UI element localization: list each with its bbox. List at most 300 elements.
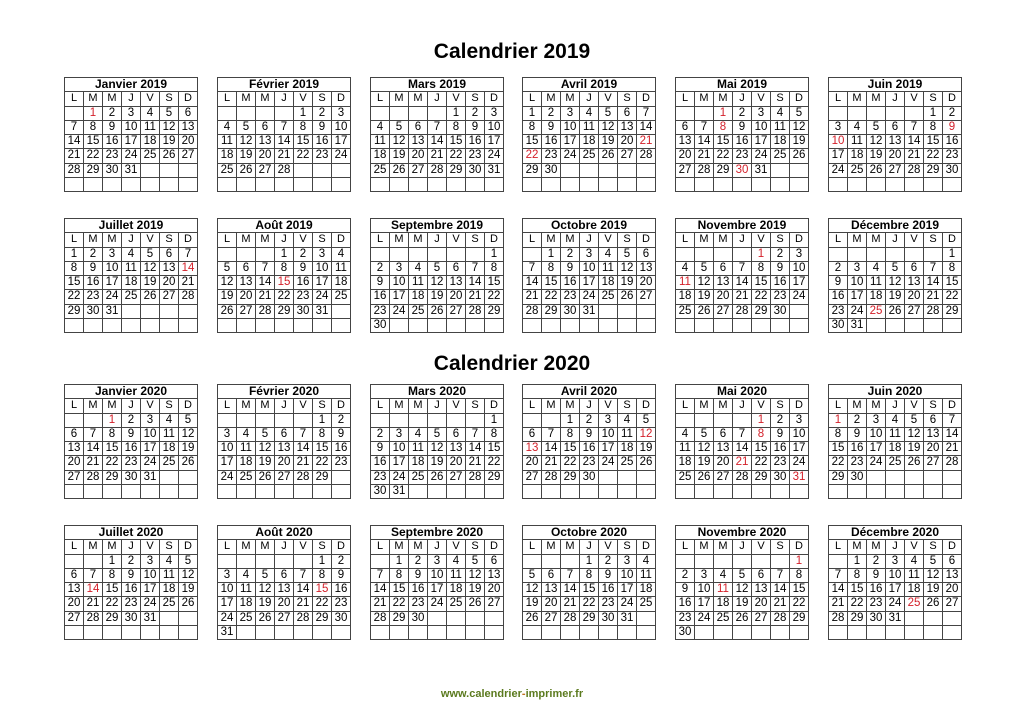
- weekday-header: S: [771, 399, 790, 413]
- empty-cell: [294, 178, 313, 192]
- day-cell: 22: [523, 149, 542, 163]
- weekday-header: V: [294, 399, 313, 413]
- empty-cell: [275, 106, 294, 120]
- month-calendar: [217, 77, 351, 192]
- empty-cell: [733, 319, 752, 333]
- weekday-header: D: [485, 233, 504, 247]
- day-cell: 5: [141, 247, 160, 261]
- day-cell: 19: [637, 442, 656, 456]
- empty-cell: [771, 485, 790, 499]
- day-cell: 5: [637, 413, 656, 427]
- day-cell: 2: [122, 413, 141, 427]
- empty-cell: [943, 611, 962, 625]
- day-cell: 8: [84, 120, 103, 134]
- day-cell: 4: [409, 427, 428, 441]
- month-name: Juin 2020: [829, 385, 962, 399]
- day-cell: 29: [447, 163, 466, 177]
- day-cell: 26: [867, 163, 886, 177]
- day-cell: 8: [943, 261, 962, 275]
- footer-url[interactable]: [0, 688, 1024, 700]
- day-cell: 29: [542, 304, 561, 318]
- day-cell: 15: [752, 442, 771, 456]
- empty-cell: [447, 611, 466, 625]
- empty-cell: [695, 319, 714, 333]
- month-name: Juin 2019: [829, 78, 962, 92]
- day-cell: 20: [485, 583, 504, 597]
- day-cell: 26: [924, 597, 943, 611]
- weekday-header: D: [485, 399, 504, 413]
- empty-cell: [695, 247, 714, 261]
- day-cell: 8: [790, 568, 809, 582]
- day-cell: 5: [790, 106, 809, 120]
- weekday-header: M: [867, 92, 886, 106]
- month-name: Mars 2020: [371, 385, 504, 399]
- weekday-header: S: [466, 92, 485, 106]
- day-cell: 27: [523, 470, 542, 484]
- day-cell: 6: [179, 106, 198, 120]
- day-cell: 22: [790, 597, 809, 611]
- empty-cell: [790, 178, 809, 192]
- day-cell: 25: [886, 456, 905, 470]
- day-cell: 8: [848, 568, 867, 582]
- day-cell: 22: [390, 597, 409, 611]
- day-cell: 13: [65, 583, 84, 597]
- day-cell: 24: [122, 149, 141, 163]
- day-cell: 27: [618, 149, 637, 163]
- day-cell: 31: [580, 304, 599, 318]
- day-cell: 5: [256, 427, 275, 441]
- day-cell: 3: [103, 247, 122, 261]
- weekday-header: M: [84, 399, 103, 413]
- weekday-header: S: [466, 540, 485, 554]
- empty-cell: [466, 413, 485, 427]
- day-cell: 7: [637, 106, 656, 120]
- day-cell: 17: [829, 149, 848, 163]
- day-cell: 3: [561, 106, 580, 120]
- day-cell: 21: [943, 442, 962, 456]
- day-cell: 28: [84, 470, 103, 484]
- day-cell: 30: [561, 304, 580, 318]
- day-cell: 9: [371, 442, 390, 456]
- day-cell: 21: [924, 290, 943, 304]
- day-cell: 25: [905, 597, 924, 611]
- empty-cell: [599, 304, 618, 318]
- month-name: Octobre 2019: [523, 219, 656, 233]
- empty-cell: [637, 485, 656, 499]
- day-cell: 2: [771, 413, 790, 427]
- month-name: Février 2020: [218, 385, 351, 399]
- day-cell: 6: [447, 427, 466, 441]
- empty-cell: [313, 626, 332, 640]
- day-cell: 21: [542, 456, 561, 470]
- weekday-header: J: [122, 399, 141, 413]
- day-cell: 14: [561, 583, 580, 597]
- day-cell: 13: [447, 276, 466, 290]
- day-cell: 16: [599, 583, 618, 597]
- day-cell: 17: [428, 583, 447, 597]
- day-cell: 16: [561, 276, 580, 290]
- day-cell: 15: [275, 276, 294, 290]
- weekday-header: V: [294, 92, 313, 106]
- weekday-header: V: [599, 540, 618, 554]
- day-cell: 11: [141, 120, 160, 134]
- month-name: Septembre 2020: [371, 526, 504, 540]
- day-cell: 24: [390, 470, 409, 484]
- day-cell: 14: [84, 583, 103, 597]
- empty-cell: [542, 178, 561, 192]
- weekday-header: M: [848, 92, 867, 106]
- day-cell: 26: [733, 611, 752, 625]
- day-cell: 3: [752, 106, 771, 120]
- weekday-header: L: [218, 399, 237, 413]
- empty-cell: [237, 413, 256, 427]
- day-cell: 23: [122, 456, 141, 470]
- empty-cell: [580, 485, 599, 499]
- day-cell: 5: [695, 427, 714, 441]
- weekday-header: L: [371, 233, 390, 247]
- weekday-header: S: [466, 233, 485, 247]
- weekday-header: V: [752, 399, 771, 413]
- day-cell: 27: [275, 611, 294, 625]
- day-cell: 31: [485, 163, 504, 177]
- empty-cell: [84, 319, 103, 333]
- empty-cell: [943, 626, 962, 640]
- weekday-header: D: [790, 399, 809, 413]
- day-cell: 9: [409, 568, 428, 582]
- weekday-header: L: [829, 92, 848, 106]
- day-cell: 2: [867, 554, 886, 568]
- weekday-header: M: [695, 92, 714, 106]
- day-cell: 29: [485, 470, 504, 484]
- weekday-header: D: [637, 399, 656, 413]
- day-cell: 17: [561, 135, 580, 149]
- day-cell: 31: [218, 626, 237, 640]
- weekday-header: J: [275, 233, 294, 247]
- day-cell: 14: [542, 442, 561, 456]
- day-cell: 12: [599, 120, 618, 134]
- day-cell: 25: [771, 149, 790, 163]
- day-cell: 18: [160, 442, 179, 456]
- empty-cell: [179, 470, 198, 484]
- month-calendar: [217, 384, 351, 499]
- empty-cell: [428, 106, 447, 120]
- weekday-header: D: [637, 233, 656, 247]
- day-cell: 29: [829, 470, 848, 484]
- day-cell: 29: [790, 611, 809, 625]
- day-cell: 15: [580, 583, 599, 597]
- empty-cell: [428, 247, 447, 261]
- day-cell: 9: [733, 120, 752, 134]
- day-cell: 3: [867, 413, 886, 427]
- day-cell: 25: [160, 456, 179, 470]
- day-cell: 25: [447, 597, 466, 611]
- day-cell: 6: [409, 120, 428, 134]
- day-cell: 10: [752, 120, 771, 134]
- day-cell: 28: [561, 611, 580, 625]
- day-cell: 17: [313, 276, 332, 290]
- day-cell: 30: [122, 611, 141, 625]
- day-cell: 30: [542, 163, 561, 177]
- month-name: Mai 2019: [676, 78, 809, 92]
- day-cell: 13: [886, 135, 905, 149]
- day-cell: 20: [447, 456, 466, 470]
- empty-cell: [618, 485, 637, 499]
- empty-cell: [160, 611, 179, 625]
- empty-cell: [848, 626, 867, 640]
- day-cell: 3: [428, 554, 447, 568]
- day-cell: 1: [943, 247, 962, 261]
- day-cell: 25: [599, 290, 618, 304]
- day-cell: 26: [637, 456, 656, 470]
- day-cell: 15: [103, 583, 122, 597]
- day-cell: 27: [65, 611, 84, 625]
- day-cell: 21: [256, 290, 275, 304]
- day-cell: 26: [618, 290, 637, 304]
- day-cell: 11: [580, 120, 599, 134]
- day-cell: 7: [695, 120, 714, 134]
- empty-cell: [886, 106, 905, 120]
- empty-cell: [523, 319, 542, 333]
- weekday-header: D: [332, 399, 351, 413]
- day-cell: 4: [676, 427, 695, 441]
- empty-cell: [580, 626, 599, 640]
- day-cell: 3: [485, 106, 504, 120]
- empty-cell: [371, 413, 390, 427]
- day-cell: 7: [294, 427, 313, 441]
- day-cell: 15: [542, 276, 561, 290]
- day-cell: 28: [542, 470, 561, 484]
- month-name: Mai 2020: [676, 385, 809, 399]
- day-cell: 18: [409, 290, 428, 304]
- day-cell: 19: [218, 290, 237, 304]
- day-cell: 25: [409, 470, 428, 484]
- weekday-header: S: [160, 92, 179, 106]
- day-cell: 12: [179, 568, 198, 582]
- day-cell: 17: [332, 135, 351, 149]
- day-cell: 8: [103, 568, 122, 582]
- day-cell: 28: [65, 163, 84, 177]
- day-cell: 12: [695, 276, 714, 290]
- empty-cell: [409, 319, 428, 333]
- day-cell: 30: [771, 304, 790, 318]
- year-title-2020: Calendrier 2020: [433, 352, 591, 375]
- day-cell: 14: [943, 427, 962, 441]
- day-cell: 27: [275, 470, 294, 484]
- empty-cell: [561, 178, 580, 192]
- empty-cell: [886, 178, 905, 192]
- day-cell: 24: [867, 456, 886, 470]
- weekday-header: V: [905, 92, 924, 106]
- empty-cell: [237, 319, 256, 333]
- empty-cell: [924, 319, 943, 333]
- day-cell: 3: [848, 261, 867, 275]
- day-cell: 7: [294, 568, 313, 582]
- day-cell: 3: [332, 106, 351, 120]
- day-cell: 13: [714, 276, 733, 290]
- month-calendar: [522, 218, 656, 333]
- empty-cell: [886, 485, 905, 499]
- weekday-header: J: [428, 540, 447, 554]
- day-cell: 6: [905, 261, 924, 275]
- weekday-header: D: [637, 540, 656, 554]
- day-cell: 22: [447, 149, 466, 163]
- weekday-header: J: [886, 92, 905, 106]
- empty-cell: [829, 485, 848, 499]
- day-cell: 12: [160, 120, 179, 134]
- month-calendar: [828, 218, 962, 333]
- weekday-header: M: [695, 540, 714, 554]
- day-cell: 1: [561, 413, 580, 427]
- day-cell: 6: [676, 120, 695, 134]
- empty-cell: [924, 178, 943, 192]
- day-cell: 16: [848, 442, 867, 456]
- empty-cell: [160, 163, 179, 177]
- day-cell: 18: [218, 149, 237, 163]
- day-cell: 4: [886, 413, 905, 427]
- day-cell: 16: [103, 135, 122, 149]
- day-cell: 24: [829, 163, 848, 177]
- day-cell: 27: [905, 304, 924, 318]
- empty-cell: [790, 163, 809, 177]
- day-cell: 28: [256, 304, 275, 318]
- day-cell: 26: [179, 456, 198, 470]
- day-cell: 28: [523, 304, 542, 318]
- day-cell: 12: [179, 427, 198, 441]
- day-cell: 5: [886, 261, 905, 275]
- empty-cell: [237, 554, 256, 568]
- weekday-header: J: [733, 92, 752, 106]
- day-cell: 28: [179, 290, 198, 304]
- day-cell: 26: [160, 149, 179, 163]
- weekday-header: D: [790, 233, 809, 247]
- day-cell: 14: [84, 442, 103, 456]
- empty-cell: [733, 413, 752, 427]
- day-cell: 24: [141, 456, 160, 470]
- day-cell: 11: [409, 442, 428, 456]
- weekday-header: V: [447, 233, 466, 247]
- day-cell: 4: [580, 106, 599, 120]
- empty-cell: [886, 319, 905, 333]
- day-cell: 23: [371, 470, 390, 484]
- weekday-header: L: [371, 540, 390, 554]
- empty-cell: [599, 470, 618, 484]
- day-cell: 1: [275, 247, 294, 261]
- empty-cell: [676, 319, 695, 333]
- day-cell: 15: [485, 276, 504, 290]
- weekday-header: L: [676, 540, 695, 554]
- empty-cell: [122, 626, 141, 640]
- weekday-header: V: [141, 399, 160, 413]
- weekday-header: L: [523, 399, 542, 413]
- day-cell: 18: [237, 597, 256, 611]
- day-cell: 6: [886, 120, 905, 134]
- day-cell: 20: [943, 583, 962, 597]
- day-cell: 22: [848, 597, 867, 611]
- empty-cell: [714, 626, 733, 640]
- day-cell: 6: [485, 554, 504, 568]
- day-cell: 27: [714, 470, 733, 484]
- day-cell: 4: [218, 120, 237, 134]
- empty-cell: [390, 413, 409, 427]
- day-cell: 24: [485, 149, 504, 163]
- day-cell: 3: [790, 247, 809, 261]
- day-cell: 18: [599, 276, 618, 290]
- empty-cell: [409, 626, 428, 640]
- weekday-header: J: [580, 399, 599, 413]
- empty-cell: [886, 470, 905, 484]
- day-cell: 5: [160, 106, 179, 120]
- day-cell: 11: [332, 261, 351, 275]
- empty-cell: [294, 413, 313, 427]
- day-cell: 1: [790, 554, 809, 568]
- day-cell: 18: [447, 583, 466, 597]
- day-cell: 1: [447, 106, 466, 120]
- month-calendar: [828, 77, 962, 192]
- day-cell: 15: [790, 583, 809, 597]
- day-cell: 17: [218, 597, 237, 611]
- day-cell: 9: [371, 276, 390, 290]
- day-cell: 27: [447, 470, 466, 484]
- weekday-header: L: [218, 92, 237, 106]
- empty-cell: [790, 485, 809, 499]
- empty-cell: [428, 178, 447, 192]
- day-cell: 8: [523, 120, 542, 134]
- day-cell: 17: [390, 290, 409, 304]
- empty-cell: [179, 319, 198, 333]
- day-cell: 20: [447, 290, 466, 304]
- empty-cell: [905, 247, 924, 261]
- day-cell: 29: [65, 304, 84, 318]
- day-cell: 20: [409, 149, 428, 163]
- empty-cell: [103, 319, 122, 333]
- day-cell: 19: [733, 597, 752, 611]
- day-cell: 12: [466, 568, 485, 582]
- empty-cell: [447, 178, 466, 192]
- day-cell: 22: [485, 290, 504, 304]
- day-cell: 1: [313, 554, 332, 568]
- empty-cell: [829, 178, 848, 192]
- day-cell: 29: [523, 163, 542, 177]
- weekday-header: M: [256, 399, 275, 413]
- month-calendar: [64, 525, 198, 640]
- day-cell: 14: [466, 442, 485, 456]
- month-name: Février 2019: [218, 78, 351, 92]
- day-cell: 25: [409, 304, 428, 318]
- day-cell: 2: [409, 554, 428, 568]
- weekday-header: D: [485, 540, 504, 554]
- day-cell: 30: [829, 319, 848, 333]
- empty-cell: [466, 247, 485, 261]
- day-cell: 11: [848, 135, 867, 149]
- day-cell: 3: [390, 427, 409, 441]
- day-cell: 12: [790, 120, 809, 134]
- empty-cell: [561, 554, 580, 568]
- day-cell: 17: [141, 442, 160, 456]
- day-cell: 14: [275, 135, 294, 149]
- day-cell: 4: [714, 568, 733, 582]
- day-cell: 1: [84, 106, 103, 120]
- weekday-header: L: [676, 233, 695, 247]
- day-cell: 4: [371, 120, 390, 134]
- empty-cell: [943, 178, 962, 192]
- day-cell: 3: [218, 568, 237, 582]
- day-cell: 4: [676, 261, 695, 275]
- day-cell: 12: [733, 583, 752, 597]
- day-cell: 30: [848, 470, 867, 484]
- day-cell: 7: [84, 568, 103, 582]
- weekday-header: L: [65, 540, 84, 554]
- empty-cell: [886, 626, 905, 640]
